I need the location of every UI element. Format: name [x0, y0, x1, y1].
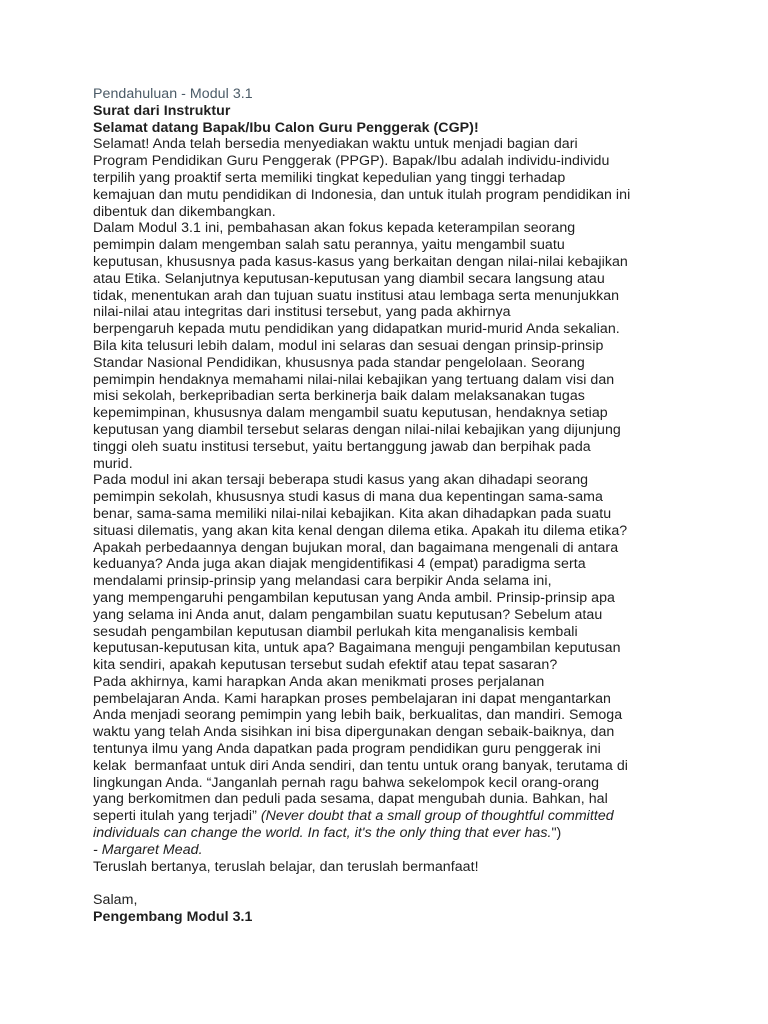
body-line: pemimpin hendaknya memahami nilai-nilai kebajikan yang tertuang dalam visi dan [93, 371, 615, 388]
body-line: tentunya ilmu yang Anda dapatkan pada program pendidikan guru penggerak ini [93, 741, 601, 758]
salam-line: Salam, [93, 892, 138, 909]
body-line: kemajuan dan mutu pendidikan di Indonesia, dan untuk itulah program pendidikan ini [93, 186, 631, 203]
quote-english-2: individuals can change the world. In fact, it's the only thing that ever has. [93, 825, 552, 842]
letter-body [93, 86, 693, 926]
body-line: Selamat! Anda telah bersedia menyediakan waktu untuk menjadi bagian dari [93, 136, 578, 153]
signature: Pengembang Modul 3.1 [93, 909, 253, 926]
body-line: Standar Nasional Pendidikan, khususnya pada standar pengelolaan. Seorang [93, 354, 585, 371]
letter-subtitle: Surat dari Instruktur [93, 102, 231, 119]
body-line: pembelajaran Anda. Kami harapkan proses pembelajaran ini dapat mengantarkan [93, 690, 611, 707]
body-line: sesudah pengambilan keputusan diambil perlukah kita menganalisis kembali [93, 623, 578, 640]
quote-closing: ") [551, 825, 562, 842]
body-line: mendalami prinsip-prinsip yang melandasi cara berpikir Anda selama ini, [93, 573, 552, 590]
body-line: yang berkomitmen dan peduli pada sesama, dapat mengubah dunia. Bahkan, hal [93, 791, 608, 808]
quote-line-2 [93, 825, 693, 842]
body-lines [93, 136, 693, 808]
body-line: Dalam Modul 3.1 ini, pembahasan akan fokus kepada keterampilan seorang [93, 220, 576, 237]
closing-line: Teruslah bertanya, teruslah belajar, dan teruslah bermanfaat! [93, 858, 479, 875]
quote-lead: seperti itulah yang terjadi” [93, 808, 261, 825]
body-line: keputusan-keputusan kita, untuk apa? Bagaimana menguji pengambilan keputusan [93, 640, 621, 657]
body-line: yang selama ini Anda anut, dalam pengambilan suatu keputusan? Sebelum atau [93, 606, 603, 623]
body-line: lingkungan Anda. “Janganlah pernah ragu bahwa sekelompok kecil orang-orang [93, 774, 600, 791]
body-line: pemimpin sekolah, khususnya studi kasus di mana dua kepentingan sama-sama [93, 489, 603, 506]
body-line: nilai-nilai atau integritas dari institusi tersebut, yang pada akhirnya [93, 304, 511, 321]
body-line: benar, sama-sama memiliki nilai-nilai kebajikan. Kita akan dihadapkan pada suatu [93, 505, 612, 522]
quote-english-1: (Never doubt that a small group of thoughtful committed [260, 808, 614, 825]
body-line: yang mempengaruhi pengambilan keputusan yang Anda ambil. Prinsip-prinsip apa [93, 589, 615, 606]
body-line: keduanya? Anda juga akan diajak mengidentifikasi 4 (empat) paradigma serta [93, 556, 586, 573]
body-line: kelak bermanfaat untuk diri Anda sendiri, dan tentu untuk orang banyak, terutama di [93, 757, 628, 774]
module-pretitle: Pendahuluan - Modul 3.1 [93, 86, 253, 102]
body-line: kepemimpinan, khususnya dalam mengambil suatu keputusan, hendaknya setiap [93, 405, 608, 422]
body-line: terpilih yang proaktif serta memiliki tingkat kepedulian yang tinggi terhadap [93, 169, 566, 186]
body-line: Program Pendidikan Guru Penggerak (PPGP). Bapak/Ibu adalah individu-individu [93, 153, 610, 170]
body-line: atau Etika. Selanjutnya keputusan-keputusan yang diambil secara langsung atau [93, 270, 605, 287]
quote-line-1 [93, 808, 693, 825]
body-line: murid. [93, 455, 133, 472]
body-line: Bila kita telusuri lebih dalam, modul ini selaras dan sesuai dengan prinsip-prinsip [93, 337, 604, 354]
body-line: kita sendiri, apakah keputusan tersebut sudah efektif atau tepat sasaran? [93, 657, 558, 674]
body-line: berpengaruh kepada mutu pendidikan yang didapatkan murid-murid Anda sekalian. [93, 321, 620, 338]
body-line: tinggi oleh suatu institusi tersebut, yaitu bertanggung jawab dan berpihak pada [93, 438, 591, 455]
body-line: tidak, menentukan arah dan tujuan suatu institusi atau lembaga serta menunjukkan [93, 287, 620, 304]
body-line: keputusan yang diambil tersebut selaras dengan nilai-nilai kebajikan yang dijunjung [93, 421, 621, 438]
greeting-heading: Selamat datang Bapak/Ibu Calon Guru Penggerak (CGP)! [93, 119, 479, 136]
body-line: Pada akhirnya, kami harapkan Anda akan menikmati proses perjalanan [93, 673, 545, 690]
body-line: pemimpin dalam mengemban salah satu perannya, yaitu mengambil suatu [93, 237, 565, 254]
quote-author: - Margaret Mead. [93, 841, 203, 858]
body-line: dibentuk dan dikembangkan. [93, 203, 276, 220]
body-line: keputusan, khususnya pada kasus-kasus yang berkaitan dengan nilai-nilai kebajikan [93, 253, 628, 270]
body-line: Apakah perbedaannya dengan bujukan moral, dan bagaimana mengenali di antara [93, 539, 619, 556]
body-line: Anda menjadi seorang pemimpin yang lebih baik, berkualitas, dan mandiri. Semoga [93, 707, 623, 724]
body-line: waktu yang telah Anda sisihkan ini bisa dipergunakan dengan sebaik-baiknya, dan [93, 724, 615, 741]
body-line: situasi dilematis, yang akan kita kenal dengan dilema etika. Apakah itu dilema etika? [93, 522, 628, 539]
body-line: Pada modul ini akan tersaji beberapa studi kasus yang akan dihadapi seorang [93, 472, 589, 489]
body-line: misi sekolah, berkepribadian serta berkinerja baik dalam melaksanakan tugas [93, 388, 585, 405]
blank-line [93, 875, 693, 892]
